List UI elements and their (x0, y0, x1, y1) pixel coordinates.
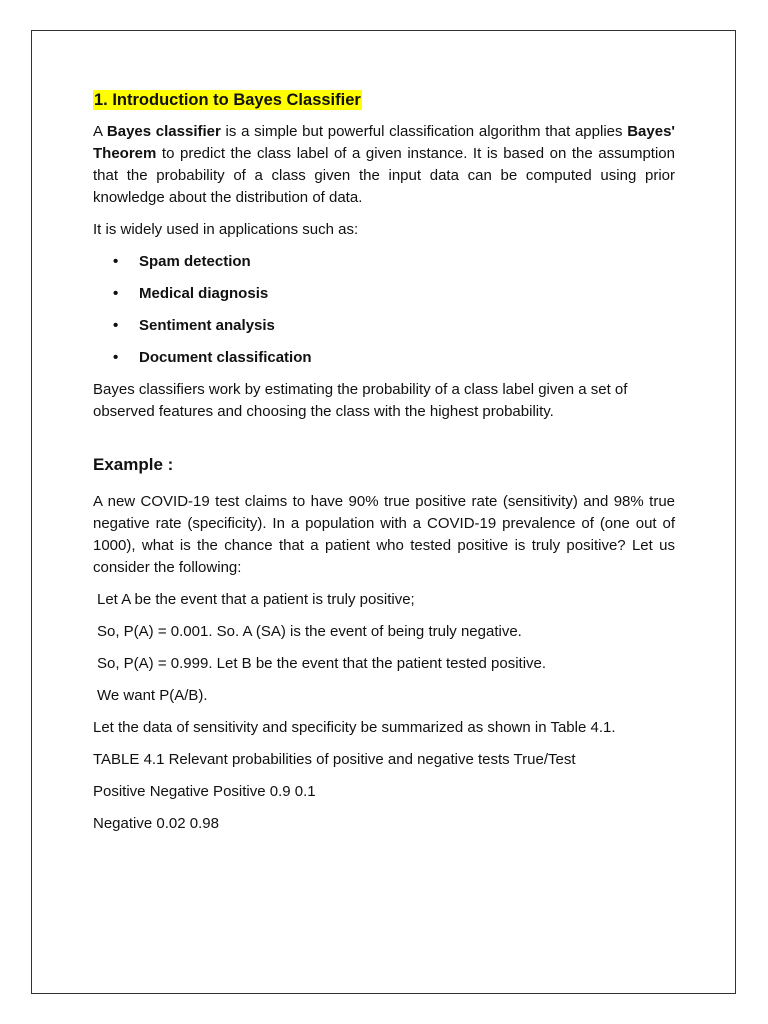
summary-line: Let the data of sensitivity and specificity be summarized as shown in Table 4.1. (93, 719, 616, 736)
example-line: Let A be the event that a patient is truly positive; (97, 591, 415, 608)
table-caption: TABLE 4.1 Relevant probabilities of positive and negative tests True/Test (93, 751, 576, 768)
document-content (93, 88, 675, 845)
highlighted-heading-text: 1. Introduction to Bayes Classifier (94, 91, 361, 109)
list-item: • Spam detection (93, 251, 675, 273)
list-item: • Sentiment analysis (93, 315, 675, 337)
table-line: Negative 0.02 0.98 (93, 815, 219, 832)
list-item: • Document classification (93, 347, 675, 369)
section-heading (93, 88, 675, 112)
applications-lead: It is widely used in applications such as: (93, 221, 359, 238)
intro-text-2: is a simple but powerful classification algorithm that applies (220, 123, 628, 140)
intro-paragraph (93, 121, 675, 209)
example-title: Example : (93, 455, 174, 474)
intro-text-1: A (93, 123, 107, 140)
example-problem: A new COVID-19 test claims to have 90% true positive rate (sensitivity) and 98% true negative rate (specificity). In a population with a COVID-19 prevalence of (one out of 1000), what is the chance that a patient who tested positive is truly positive? Let us consider the following: (93, 493, 675, 576)
table-line: Positive Negative Positive 0.9 0.1 (93, 783, 316, 800)
closing-paragraph: Bayes classifiers work by estimating the probability of a class label given a set of observed features and choosing the class with the highest probability. (93, 381, 628, 420)
example-line: So, P(A) = 0.999. Let B be the event that the patient tested positive. (97, 655, 547, 672)
list-item: • Medical diagnosis (93, 283, 675, 305)
intro-bold-term-2: Bayes' Theorem (93, 123, 675, 162)
applications-list (93, 251, 675, 369)
example-line: So, P(A) = 0.001. So. A (SA) is the event of being truly negative. (97, 623, 522, 640)
intro-text-3: to predict the class label of a given instance. It is based on the assumption that the probability of a class given the input data can be computed using prior knowledge about the distribution of data. (93, 145, 675, 206)
example-line: We want P(A/B). (97, 687, 208, 704)
intro-bold-term-1: Bayes classifier (106, 123, 221, 140)
